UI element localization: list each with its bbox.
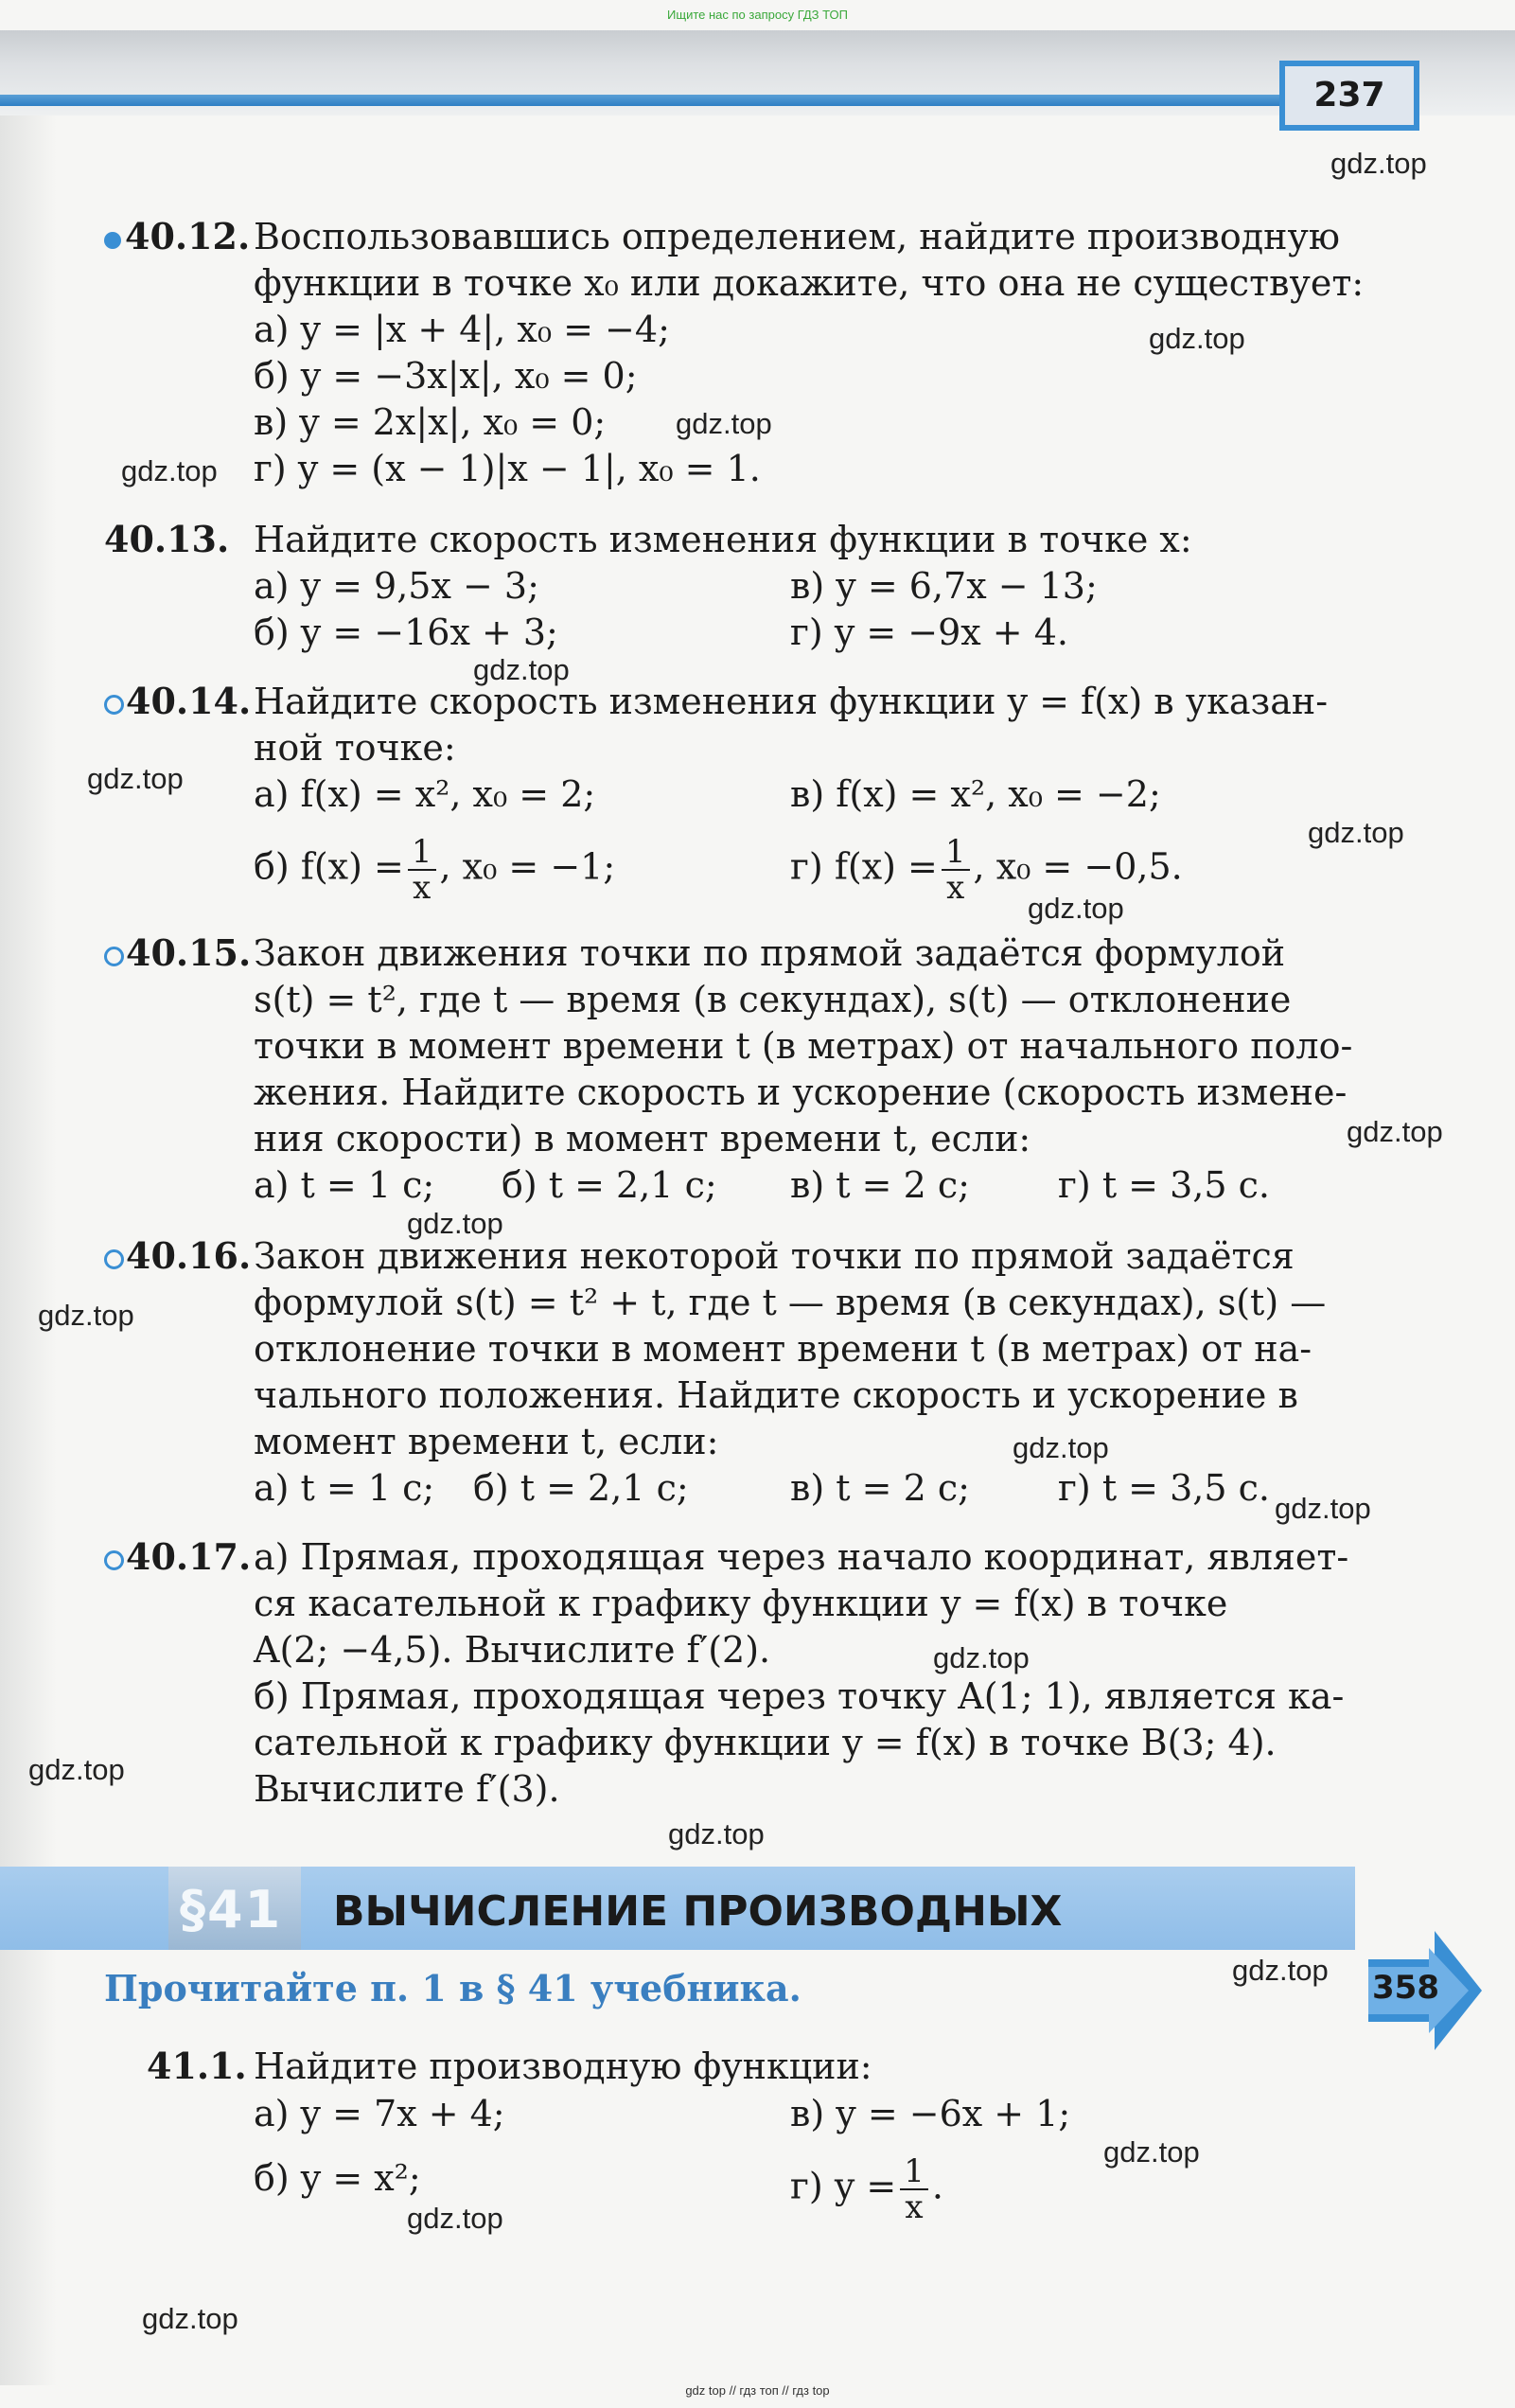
problem-40-15-option: г) t = 3,5 с. <box>1058 1164 1270 1206</box>
problem-40-16-line: чального положения. Найдите скорость и ускорение в <box>254 1374 1298 1416</box>
watermark: gdz.top <box>38 1299 134 1332</box>
problem-41-1-option-v: в) y = −6x + 1; <box>790 2093 1071 2134</box>
problem-40-16-option: г) t = 3,5 с. <box>1058 1467 1270 1509</box>
problem-40-16-line: формулой s(t) = t² + t, где t — время (в секундах), s(t) — <box>254 1282 1327 1323</box>
watermark: gdz.top <box>407 1207 503 1240</box>
problem-40-15-line: жения. Найдите скорость и ускорение (скорость измене- <box>254 1071 1348 1113</box>
problem-41-1-option-a: а) y = 7x + 4; <box>254 2093 505 2134</box>
watermark: gdz.top <box>1308 816 1404 849</box>
problem-number-40-17: 40.17. <box>104 1533 251 1581</box>
problem-40-15-line: ния скорости) в момент времени t, если: <box>254 1118 1031 1160</box>
problem-40-16-line: момент времени t, если: <box>254 1421 719 1462</box>
watermark: gdz.top <box>121 454 218 487</box>
watermark: gdz.top <box>676 407 772 440</box>
problem-40-16-option: б) t = 2,1 с; <box>473 1467 689 1509</box>
problem-40-14-option-g: г) f(x) = $\frac{1}{x}$ , x₀ = −0,5. <box>790 833 1183 907</box>
read-note: Прочитайте п. 1 в § 41 учебника. <box>104 1967 802 2010</box>
problem-40-12-option: в) y = 2x|x|, x₀ = 0; <box>254 401 607 443</box>
watermark: gdz.top <box>1013 1431 1109 1464</box>
problem-40-17-line: сательной к графику функции y = f(x) в точке B(3; 4). <box>254 1722 1277 1763</box>
difficulty-ring-icon <box>104 947 124 966</box>
problem-40-12-line: Воспользовавшись определением, найдите производную <box>254 216 1340 257</box>
watermark: gdz.top <box>28 1753 125 1786</box>
problem-40-12-option: г) y = (x − 1)|x − 1|, x₀ = 1. <box>254 448 761 489</box>
problem-40-17-line: б) Прямая, проходящая через точку A(1; 1), является ка- <box>254 1675 1345 1717</box>
problem-40-15-option: в) t = 2 с; <box>790 1164 970 1206</box>
problem-40-17-line: A(2; −4,5). Вычислите f′(2). <box>254 1629 771 1671</box>
problem-40-14-option-b: б) f(x) = $\frac{1}{x}$ , x₀ = −1; <box>254 833 616 907</box>
fraction: $\frac{1}{x}$ <box>900 2154 928 2224</box>
difficulty-ring-icon <box>104 1550 124 1570</box>
bottom-note: gdz top // гдз топ // гдз top <box>685 2383 830 2398</box>
problem-41-1-intro: Найдите производную функции: <box>254 2045 872 2087</box>
problem-40-13-option-v: в) y = 6,7x − 13; <box>790 565 1098 607</box>
problem-40-13-intro: Найдите скорость изменения функции в точке x: <box>254 519 1192 560</box>
problem-40-13-option-a: а) y = 9,5x − 3; <box>254 565 539 607</box>
watermark: gdz.top <box>1330 147 1427 180</box>
problem-40-15-option: а) t = 1 с; <box>254 1164 435 1206</box>
difficulty-dot-icon <box>104 232 121 249</box>
problem-40-16-line: отклонение точки в момент времени t (в метрах) от на- <box>254 1328 1312 1370</box>
top-search-note: Ищите нас по запросу ГДЗ ТОП <box>667 8 848 22</box>
watermark: gdz.top <box>933 1641 1030 1674</box>
problem-number-40-14: 40.14. <box>104 678 251 725</box>
problem-40-14-option-a: а) f(x) = x², x₀ = 2; <box>254 773 596 815</box>
problem-number-41-1: 41.1. <box>147 2045 247 2087</box>
watermark: gdz.top <box>668 1817 765 1850</box>
difficulty-ring-icon <box>104 1249 124 1269</box>
problem-number-40-15: 40.15. <box>104 930 251 977</box>
problem-40-14-option-v: в) f(x) = x², x₀ = −2; <box>790 773 1161 815</box>
watermark: gdz.top <box>1275 1492 1371 1525</box>
problem-40-14-line: Найдите скорость изменения функции y = f(x) в указан- <box>254 681 1329 722</box>
problem-40-16-option: а) t = 1 с; <box>254 1467 435 1509</box>
watermark: gdz.top <box>407 2202 503 2235</box>
header-rule <box>0 95 1287 106</box>
problem-40-15-option: б) t = 2,1 с; <box>502 1164 717 1206</box>
problem-40-17-line: ся касательной к графику функции y = f(x) в точке <box>254 1583 1228 1624</box>
watermark: gdz.top <box>473 653 570 686</box>
problem-40-12-option: б) y = −3x|x|, x₀ = 0; <box>254 355 638 397</box>
problem-40-15-line: Закон движения точки по прямой задаётся формулой <box>254 932 1286 974</box>
watermark: gdz.top <box>1347 1115 1443 1148</box>
watermark: gdz.top <box>1028 892 1124 925</box>
problem-40-16-line: Закон движения некоторой точки по прямой задаётся <box>254 1235 1295 1277</box>
problem-40-12-line: функции в точке x₀ или докажите, что она не существует: <box>254 262 1365 304</box>
watermark: gdz.top <box>1149 322 1245 355</box>
problem-40-15-line: s(t) = t², где t — время (в секундах), s(t) — отклонение <box>254 979 1292 1020</box>
problem-40-17-line: а) Прямая, проходящая через начало координат, являет- <box>254 1536 1349 1578</box>
fraction: $\frac{1}{x}$ <box>942 835 970 905</box>
problem-number-40-13: 40.13. <box>104 518 230 560</box>
problem-40-13-option-b: б) y = −16x + 3; <box>254 611 558 653</box>
problem-40-16-option: в) t = 2 с; <box>790 1467 970 1509</box>
problem-41-1-option-g: г) y = $\frac{1}{x}$ . <box>790 2152 943 2226</box>
watermark: gdz.top <box>1232 1954 1329 1987</box>
fraction: $\frac{1}{x}$ <box>408 835 436 905</box>
problem-number-40-12: 40.12. <box>104 213 250 260</box>
section-title: ВЫЧИСЛЕНИЕ ПРОИЗВОДНЫХ <box>333 1887 1063 1936</box>
reference-page-number: 358 <box>1372 1969 1439 2007</box>
problem-40-13-option-g: г) y = −9x + 4. <box>790 611 1068 653</box>
problem-number-40-16: 40.16. <box>104 1232 251 1280</box>
page-gutter-shadow <box>0 114 57 2385</box>
problem-40-17-line: Вычислите f′(3). <box>254 1768 560 1810</box>
watermark: gdz.top <box>1103 2135 1200 2169</box>
watermark: gdz.top <box>142 2302 238 2335</box>
problem-40-12-option: а) y = |x + 4|, x₀ = −4; <box>254 309 670 350</box>
problem-40-14-line: ной точке: <box>254 727 456 769</box>
difficulty-ring-icon <box>104 695 124 715</box>
section-number: §41 <box>180 1880 283 1939</box>
watermark: gdz.top <box>87 762 184 795</box>
problem-41-1-option-b: б) y = x²; <box>254 2157 421 2199</box>
problem-40-15-line: точки в момент времени t (в метрах) от начального поло- <box>254 1025 1353 1067</box>
page-number: 237 <box>1279 61 1419 131</box>
